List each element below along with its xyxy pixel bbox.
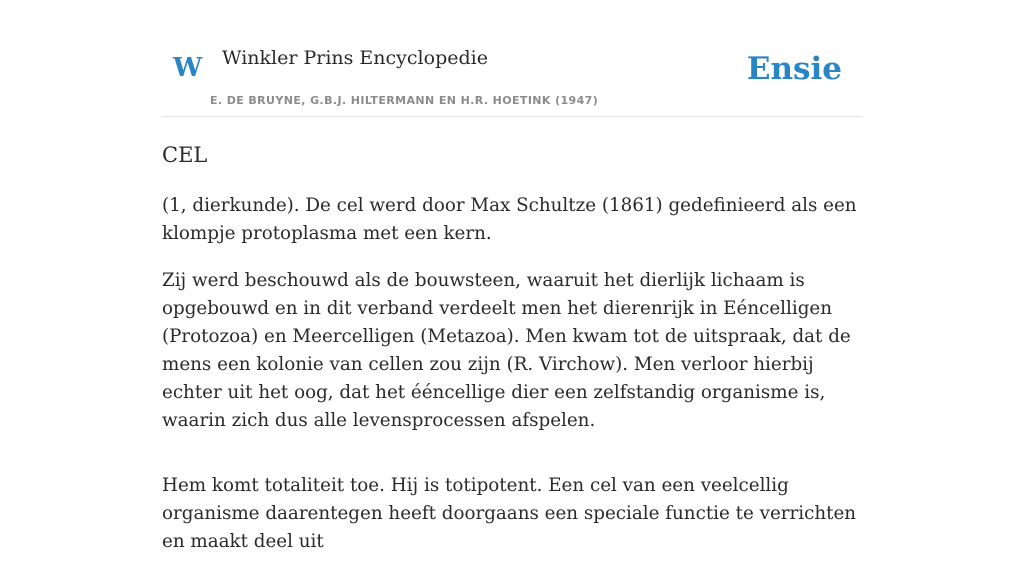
page-container	[162, 0, 862, 552]
entry-title: CEL	[162, 143, 208, 167]
source-title[interactable]: Winkler Prins Encyclopedie	[222, 47, 488, 69]
entry-paragraph: Zij werd beschouwd als de bouwsteen, waaruit het dierlijk lichaam is opgebouwd en in dit verband verdeelt men het dierenrijk in Eéncelligen (Protozoa) en Meercelligen (Metazoa). Men kwam tot de uitspraak, dat de mens een kolonie van cellen zou zijn (R. Virchow). Men verloor hierbij echter uit het oog, dat het ééncellige dier een zelfstandig organisme is, waarin zich dus alle levensprocessen afspelen.	[162, 270, 851, 431]
ensie-logo-link[interactable]: Ensie	[746, 51, 842, 87]
entry-paragraph: (1, dierkunde). De cel werd door Max Schultze (1861) gedefinieerd als een klompje protoplasma met een kern.	[162, 195, 857, 244]
site-header	[162, 0, 862, 117]
entry-body	[162, 192, 862, 575]
winkler-prins-logo[interactable]: W	[173, 53, 203, 83]
entry-paragraph: Hem komt totaliteit toe. Hij is totipotent. Een cel van een veelcellig organisme daarentegen heeft doorgaans een speciale functie te verrichten en maakt deel uit	[162, 475, 857, 552]
source-byline: E. DE BRUYNE, G.B.J. HILTERMANN EN H.R. HOETINK (1947)	[210, 94, 599, 107]
